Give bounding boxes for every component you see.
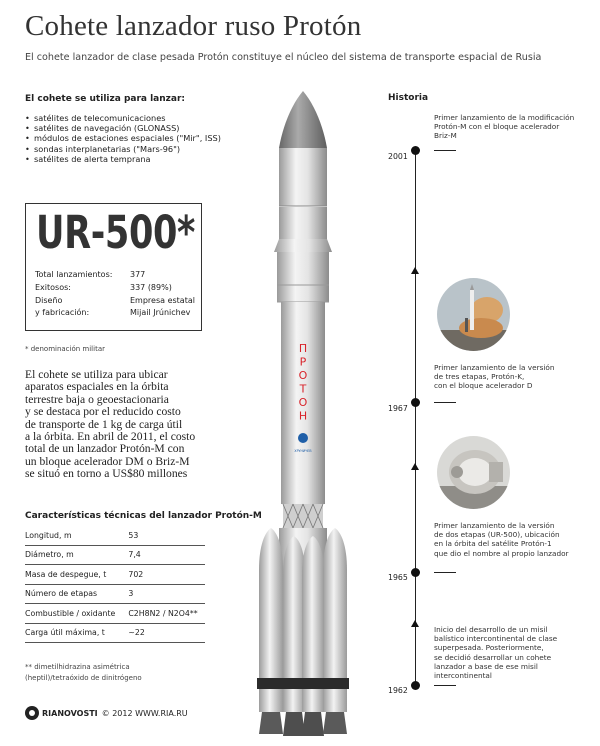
description-paragraph [25, 369, 215, 481]
spec-value: C2H8N2 / N2O4** [124, 604, 205, 624]
event-line: Protón-M con el bloque acelerador [434, 122, 560, 132]
timeline-dot [411, 146, 420, 155]
history-event [434, 363, 555, 391]
stat-label: Total lanzamientos: [35, 270, 113, 279]
event-line: de dos etapas (UR-500), ubicación [434, 530, 560, 540]
spec-label: Carga útil máxima, t [25, 623, 124, 643]
page-subtitle: El cohete lanzador de clase pesada Protón constituye el núcleo del sistema de transporte espacial de Rusia [25, 52, 542, 63]
spec-value: ~22 [124, 623, 205, 643]
page-title: Cohete lanzador ruso Protón [25, 10, 362, 42]
event-line: Primer lanzamiento de la versión [434, 521, 555, 530]
paragraph-line: El cohete se utiliza para ubicar [25, 368, 168, 381]
timeline-dot [411, 568, 420, 577]
timeline-tick [434, 572, 456, 573]
spec-label: Combustible / oxidante [25, 604, 124, 624]
event-line: de tres etapas, Protón-K, [434, 372, 525, 382]
timeline-dot [411, 681, 420, 690]
upper-stage [279, 207, 327, 239]
rocket-label [299, 342, 308, 423]
timeline-arrow-icon [411, 620, 419, 627]
nose-cone [279, 91, 327, 148]
rocket-label-letter: О [298, 369, 308, 382]
uses-heading: El cohete se utiliza para lanzar: [25, 94, 186, 104]
spec-value: 7,4 [124, 545, 205, 565]
timeline-year: 1967 [388, 404, 408, 413]
stat-value: Empresa estatal [130, 296, 195, 305]
rocket-label-letter: Н [298, 409, 308, 423]
rocket-label-letter: О [298, 396, 308, 409]
table-row [25, 584, 205, 604]
rocket-label-letter: П [298, 342, 308, 355]
uses-item: • satélites de navegación (GLONASS) [34, 123, 221, 133]
table-row [25, 623, 205, 643]
spec-value: 702 [124, 565, 205, 585]
history-event [434, 521, 569, 558]
interstage-lattice [283, 504, 323, 528]
spec-label: Número de etapas [25, 584, 124, 604]
timeline-dot [411, 398, 420, 407]
stat-value: 377 [130, 270, 146, 279]
spec-value: 53 [124, 526, 205, 545]
payload-fairing [279, 148, 327, 206]
event-line: con el bloque acelerador D [434, 381, 533, 391]
copyright: © 2012 WWW.RIA.RU [101, 708, 188, 718]
uses-item: • módulos de estaciones espaciales ("Mir", ISS) [34, 133, 221, 143]
stat-value: Mijail Jrúnichev [130, 308, 191, 317]
table-row [25, 604, 205, 624]
paragraph-line: a la órbita. En abril de 2011, el costo [25, 430, 196, 444]
paragraph-line: terrestre baja o geoestacionaria [25, 392, 169, 406]
rocket-illustration [238, 88, 368, 746]
specs-title: Características técnicas del lanzador Protón-M [25, 511, 262, 521]
event-line: Inicio del desarrollo de un misil [434, 625, 548, 634]
event-line: Briz-M [434, 131, 457, 141]
uses-item: • satélites de telecomunicaciones [34, 113, 221, 123]
uses-item: • sondas interplanetarias ("Mars-96") [34, 144, 221, 154]
paragraph-line: y se destaca por el reducido costo [25, 405, 181, 419]
paragraph-line: total de un lanzador Protón-M con [25, 442, 185, 456]
table-row [25, 545, 205, 565]
stat-label: y fabricación: [35, 308, 90, 317]
stat-label: Exitosos: [35, 283, 71, 292]
launch-photo [437, 278, 510, 351]
model-box [25, 203, 202, 331]
timeline-tick [434, 150, 456, 151]
khrunichev-emblem [298, 433, 308, 443]
timeline-line [415, 150, 416, 686]
timeline-year: 1965 [388, 573, 408, 582]
spec-label: Longitud, m [25, 526, 124, 545]
event-line: en la órbita del satélite Protón-1 [434, 539, 552, 549]
event-line: Primer lanzamiento de la modificación [434, 113, 575, 122]
timeline-arrow-icon [411, 463, 419, 470]
table-row [25, 526, 205, 545]
ria-logo-icon [25, 706, 39, 720]
timeline-year: 2001 [388, 152, 408, 161]
spec-label: Masa de despegue, t [25, 565, 124, 585]
event-line: intercontinental [434, 671, 492, 681]
history-event [434, 113, 574, 141]
spec-label: Diámetro, m [25, 545, 124, 565]
table-row [25, 565, 205, 585]
uses-item: • satélites de alerta temprana [34, 154, 221, 164]
specs-table [25, 526, 205, 643]
footnote-line: (heptil)/tetraóxido de dinitrógeno [25, 674, 142, 682]
satellite-photo [437, 436, 510, 509]
stat-value: 337 (89%) [130, 283, 172, 292]
paragraph-line: se situó en torno a US$80 millones [25, 467, 188, 481]
spec-value: 3 [124, 584, 205, 604]
rocket-label-letter: Р [299, 355, 307, 369]
paragraph-line: un bloque acelerador DM o Briz-M [25, 454, 190, 468]
timeline-tick [434, 402, 456, 403]
paragraph-line: de transporte de 1 kg de carga útil [25, 417, 183, 431]
event-line: se decidió desarrollar un cohete [434, 652, 552, 662]
emblem-text: ХРУНИЧЕВ [294, 449, 312, 453]
ria-logo [25, 706, 188, 720]
history-title: Historia [388, 93, 429, 103]
event-line: superpesada. Posteriormente, [434, 643, 544, 653]
specs-footnote [25, 662, 142, 684]
paragraph-line: aparatos espaciales en la órbita [25, 380, 169, 394]
brand-name: RIANOVOSTI [42, 708, 98, 718]
event-line: que dio el nombre al propio lanzador [434, 548, 569, 558]
stat-label: Diseño [35, 296, 63, 305]
event-line: balístico intercontinental de clase [434, 634, 558, 644]
second-stage [277, 252, 329, 302]
timeline-tick [434, 685, 456, 686]
event-line: Primer lanzamiento de la versión [434, 363, 555, 372]
timeline-arrow-icon [411, 267, 419, 274]
footnote-line: ** dimetilhidrazina asimétrica [25, 663, 130, 671]
model-footnote: * denominación militar [25, 345, 105, 353]
rocket-label-letter: Т [299, 382, 307, 396]
model-name: UR-500* [36, 206, 195, 259]
timeline-year: 1962 [388, 686, 408, 695]
history-event [434, 625, 557, 680]
event-line: lanzador a base de ese misil [434, 661, 538, 671]
uses-list [25, 113, 221, 164]
